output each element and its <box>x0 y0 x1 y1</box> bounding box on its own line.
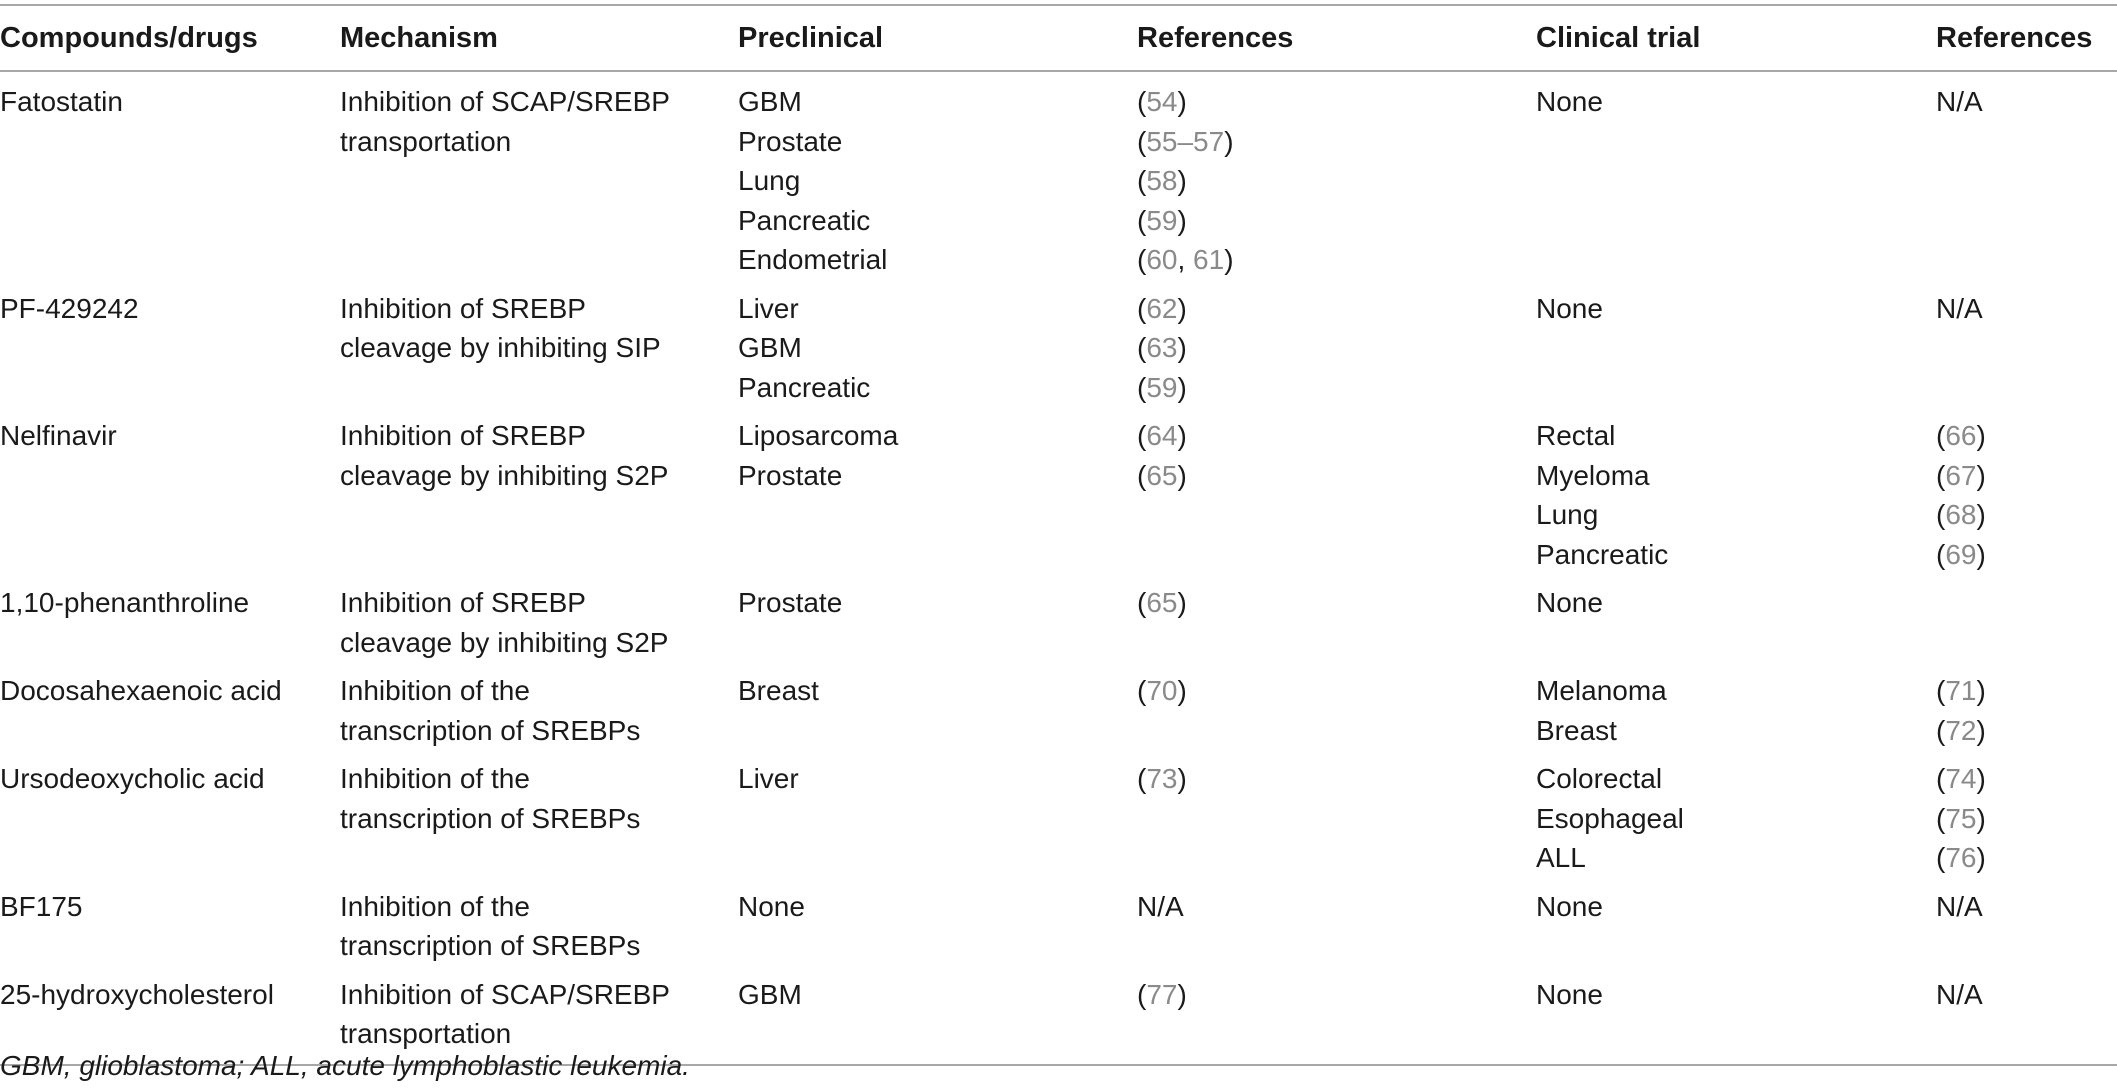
cell-compound <box>0 71 340 283</box>
preclinical-ref-line: (59) <box>1137 371 1187 403</box>
cell-clinical-trial <box>1536 665 1936 753</box>
clinical-trial-line: None <box>1536 86 1603 117</box>
clinical-trial-line: Lung <box>1536 499 1599 530</box>
clinical-trial-line: None <box>1536 890 1603 922</box>
compound-name: 1,10-phenanthroline <box>0 587 250 618</box>
cell-preclinical-ref <box>1137 71 1536 283</box>
table-container <box>0 4 2117 1066</box>
mechanism-line: cleavage by inhibiting SIP <box>340 332 661 363</box>
table-row <box>0 283 2117 411</box>
compounds-table <box>0 4 2117 1066</box>
cell-preclinical-ref <box>1137 577 1536 665</box>
preclinical-ref-line: (70) <box>1137 675 1187 706</box>
cell-preclinical <box>738 283 1137 411</box>
reference-link[interactable]: 62 <box>1146 292 1178 324</box>
preclinical-ref-line <box>1137 887 1536 927</box>
clinical-ref-text: N/A <box>1936 978 1983 1010</box>
cell-compound <box>0 577 340 665</box>
preclinical-line: Breast <box>738 675 819 706</box>
table-row <box>0 665 2117 753</box>
compound-name: Ursodeoxycholic acid <box>0 763 265 794</box>
reference-link[interactable]: 74 <box>1945 763 1977 794</box>
clinical-trial-line: None <box>1536 978 1603 1010</box>
reference-link[interactable]: 77 <box>1146 978 1178 1010</box>
table-body <box>0 71 2117 1065</box>
clinical-ref-line: (75) <box>1936 802 1986 834</box>
cell-mechanism <box>340 577 738 665</box>
preclinical-ref-line: (62) <box>1137 292 1187 324</box>
cell-preclinical <box>738 71 1137 283</box>
clinical-trial-line: Pancreatic <box>1536 538 1669 570</box>
reference-link[interactable]: 66 <box>1945 420 1977 451</box>
preclinical-line: GBM <box>738 978 802 1010</box>
clinical-trial-line: Esophageal <box>1536 802 1684 834</box>
reference-link[interactable]: 69 <box>1945 538 1977 570</box>
preclinical-ref-line: (73) <box>1137 763 1187 794</box>
reference-link[interactable]: 59 <box>1146 371 1178 403</box>
preclinical-ref-line: (65) <box>1137 587 1187 618</box>
cell-compound <box>0 881 340 969</box>
clinical-ref-line: (66) <box>1936 420 1986 451</box>
cell-mechanism <box>340 283 738 411</box>
table-row <box>0 410 2117 577</box>
cell-preclinical-ref <box>1137 969 1536 1065</box>
cell-clinical-ref <box>1936 577 2117 665</box>
compound-name: Docosahexaenoic acid <box>0 675 282 706</box>
preclinical-line: Prostate <box>738 125 843 157</box>
clinical-ref-text: N/A <box>1936 890 1983 922</box>
reference-link[interactable]: 55–57 <box>1146 125 1225 157</box>
table-row <box>0 71 2117 283</box>
clinical-ref-text: N/A <box>1936 292 1983 324</box>
clinical-ref-line: (74) <box>1936 763 1986 794</box>
preclinical-line: Lung <box>738 165 801 196</box>
cell-compound <box>0 410 340 577</box>
preclinical-ref-line: (55–57) <box>1137 125 1234 157</box>
reference-link[interactable]: 75 <box>1945 802 1977 834</box>
cell-clinical-trial <box>1536 410 1936 577</box>
preclinical-ref-line: (65) <box>1137 459 1187 491</box>
preclinical-ref-line: (58) <box>1137 165 1187 196</box>
header-preclinical-references: References <box>1137 21 1294 54</box>
clinical-trial-line: None <box>1536 587 1603 618</box>
clinical-ref-line: (76) <box>1936 842 1986 873</box>
header-compounds: Compounds/drugs <box>0 21 258 54</box>
clinical-ref-line <box>1936 887 2117 927</box>
reference-link[interactable]: 59 <box>1146 204 1178 236</box>
mechanism-line: transcription of SREBPs <box>340 930 641 961</box>
reference-link[interactable]: 58 <box>1146 165 1178 196</box>
clinical-trial-line: Colorectal <box>1536 763 1663 794</box>
cell-preclinical <box>738 881 1137 969</box>
cell-preclinical-ref <box>1137 410 1536 577</box>
cell-preclinical-ref <box>1137 283 1536 411</box>
cell-clinical-trial <box>1536 753 1936 881</box>
preclinical-line: GBM <box>738 86 802 117</box>
clinical-ref-line <box>1936 289 2117 329</box>
clinical-trial-line: None <box>1536 292 1603 324</box>
clinical-ref-line: (72) <box>1936 714 1986 746</box>
cell-clinical-trial <box>1536 283 1936 411</box>
header-clinical-trial: Clinical trial <box>1536 21 1701 54</box>
reference-link[interactable]: 64 <box>1146 420 1178 451</box>
clinical-trial-line: Rectal <box>1536 420 1616 451</box>
cell-preclinical <box>738 665 1137 753</box>
mechanism-line: cleavage by inhibiting S2P <box>340 459 669 491</box>
cell-preclinical <box>738 410 1137 577</box>
reference-link[interactable]: 63 <box>1146 332 1178 363</box>
cell-mechanism <box>340 881 738 969</box>
header-mechanism: Mechanism <box>340 21 498 54</box>
cell-compound <box>0 753 340 881</box>
cell-clinical-trial <box>1536 577 1936 665</box>
preclinical-ref-line: (60, 61) <box>1137 244 1234 275</box>
reference-link[interactable]: 76 <box>1945 842 1977 873</box>
preclinical-ref-line: (54) <box>1137 86 1187 117</box>
mechanism-line: Inhibition of SCAP/SREBP <box>340 86 670 117</box>
compound-name: BF175 <box>0 890 83 922</box>
reference-link[interactable]: 70 <box>1146 675 1178 706</box>
clinical-ref-line <box>1936 82 2117 122</box>
clinical-ref-line: (69) <box>1936 538 1986 570</box>
reference-link[interactable]: 68 <box>1945 499 1977 530</box>
preclinical-ref-line: (77) <box>1137 978 1187 1010</box>
preclinical-ref-line: (63) <box>1137 332 1187 363</box>
compound-name: 25-hydroxycholesterol <box>0 978 274 1010</box>
mechanism-line: Inhibition of SREBP <box>340 292 586 324</box>
cell-preclinical-ref <box>1137 881 1536 969</box>
table-row <box>0 753 2117 881</box>
mechanism-line: transcription of SREBPs <box>340 802 641 834</box>
preclinical-line: Liver <box>738 763 799 794</box>
table-header-row <box>0 5 2117 71</box>
cell-mechanism <box>340 665 738 753</box>
preclinical-line: Liposarcoma <box>738 420 899 451</box>
mechanism-line: Inhibition of the <box>340 890 530 922</box>
reference-link[interactable]: 54 <box>1146 86 1178 117</box>
cell-preclinical-ref <box>1137 753 1536 881</box>
reference-link[interactable]: 60 <box>1146 244 1178 275</box>
cell-mechanism <box>340 753 738 881</box>
preclinical-line: Endometrial <box>738 244 888 275</box>
cell-clinical-trial <box>1536 71 1936 283</box>
cell-preclinical <box>738 969 1137 1065</box>
cell-clinical-ref <box>1936 283 2117 411</box>
preclinical-line: None <box>738 890 805 922</box>
preclinical-line: GBM <box>738 332 802 363</box>
preclinical-line: Prostate <box>738 587 843 618</box>
reference-link[interactable]: 72 <box>1945 714 1977 746</box>
mechanism-line: Inhibition of SCAP/SREBP <box>340 978 670 1010</box>
clinical-ref-line: (71) <box>1936 675 1986 706</box>
preclinical-ref-line: (59) <box>1137 204 1187 236</box>
cell-clinical-ref <box>1936 665 2117 753</box>
cell-clinical-ref <box>1936 753 2117 881</box>
header-preclinical: Preclinical <box>738 21 884 54</box>
cell-clinical-trial <box>1536 969 1936 1065</box>
clinical-ref-line <box>1936 975 2117 1015</box>
clinical-trial-line: Breast <box>1536 714 1617 746</box>
preclinical-line: Prostate <box>738 459 843 491</box>
reference-link[interactable]: 73 <box>1146 763 1178 794</box>
mechanism-line: transportation <box>340 125 512 157</box>
cell-preclinical <box>738 577 1137 665</box>
cell-compound <box>0 283 340 411</box>
reference-link[interactable]: 67 <box>1945 459 1977 491</box>
mechanism-line: Inhibition of the <box>340 675 530 706</box>
mechanism-line: Inhibition of SREBP <box>340 587 586 618</box>
mechanism-line: transcription of SREBPs <box>340 714 641 746</box>
table-row <box>0 881 2117 969</box>
cell-mechanism <box>340 410 738 577</box>
cell-clinical-trial <box>1536 881 1936 969</box>
header-clinical-references: References <box>1936 21 2093 54</box>
cell-clinical-ref <box>1936 881 2117 969</box>
reference-link[interactable]: 65 <box>1146 459 1178 491</box>
compound-name: PF-429242 <box>0 292 139 324</box>
preclinical-ref-text: N/A <box>1137 890 1184 922</box>
cell-mechanism <box>340 71 738 283</box>
reference-link[interactable]: 65 <box>1146 587 1178 618</box>
table-footnote: GBM, glioblastoma; ALL, acute lymphoblastic leukemia. <box>0 1050 690 1081</box>
mechanism-line: Inhibition of SREBP <box>340 420 586 451</box>
mechanism-line: transportation <box>340 1018 512 1049</box>
compound-name: Fatostatin <box>0 86 123 117</box>
reference-link[interactable]: 71 <box>1945 675 1977 706</box>
cell-compound <box>0 665 340 753</box>
cell-clinical-ref <box>1936 969 2117 1065</box>
cell-clinical-ref <box>1936 71 2117 283</box>
compound-name: Nelfinavir <box>0 420 117 451</box>
table-row <box>0 577 2117 665</box>
cell-preclinical-ref <box>1137 665 1536 753</box>
mechanism-line: cleavage by inhibiting S2P <box>340 626 669 658</box>
clinical-trial-line: Myeloma <box>1536 459 1650 491</box>
preclinical-ref-line: (64) <box>1137 420 1187 451</box>
clinical-trial-line: Melanoma <box>1536 675 1667 706</box>
clinical-ref-line: (68) <box>1936 499 1986 530</box>
cell-clinical-ref <box>1936 410 2117 577</box>
mechanism-line: Inhibition of the <box>340 763 530 794</box>
preclinical-line: Liver <box>738 292 799 324</box>
clinical-ref-text: N/A <box>1936 86 1983 117</box>
clinical-trial-line: ALL <box>1536 842 1586 873</box>
reference-link[interactable]: 61 <box>1193 244 1225 275</box>
preclinical-line: Pancreatic <box>738 204 871 236</box>
clinical-ref-line: (67) <box>1936 459 1986 491</box>
preclinical-line: Pancreatic <box>738 371 871 403</box>
cell-preclinical <box>738 753 1137 881</box>
